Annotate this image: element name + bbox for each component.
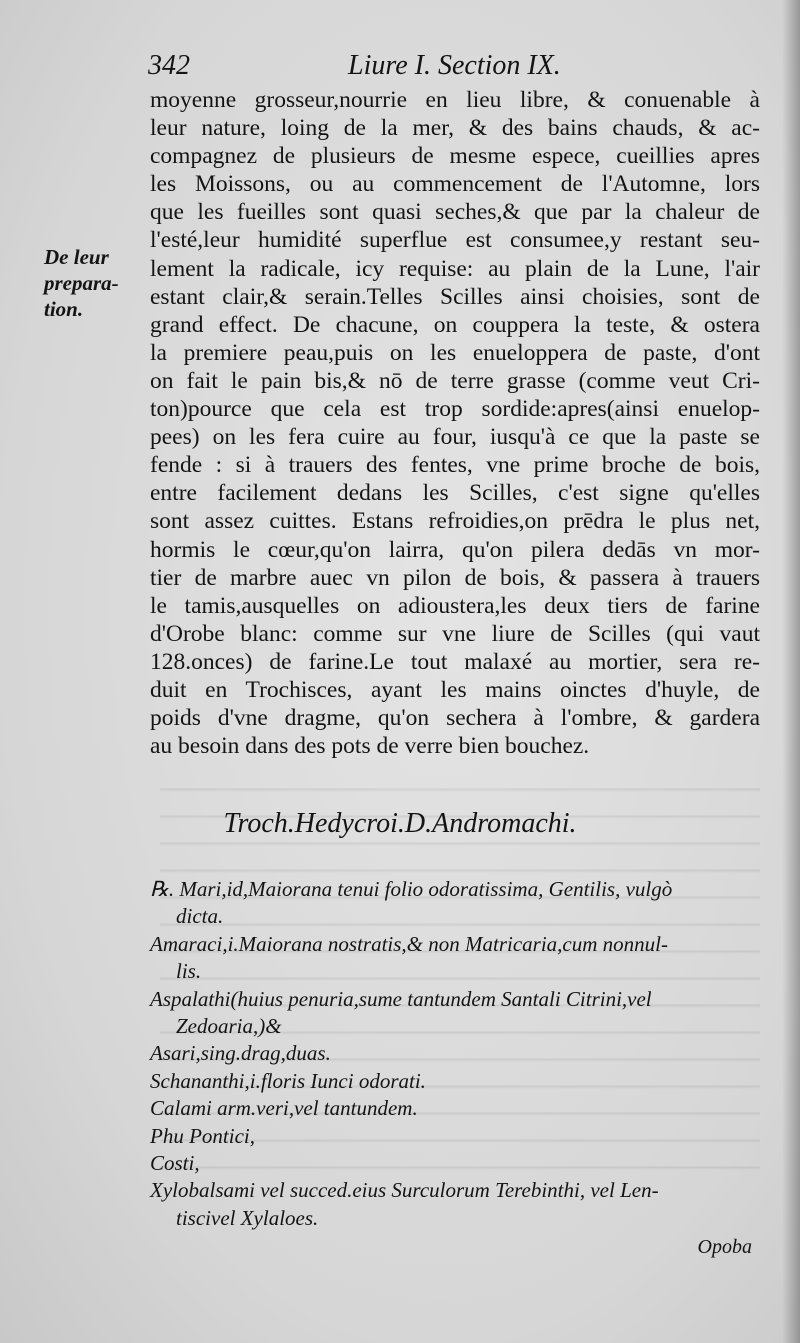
body-paragraph [150, 86, 760, 760]
text-line: leur nature, loing de la mer, & des bains chauds, & ac- [150, 115, 760, 142]
recipe-line: tiscivel Xylaloes. [176, 1205, 319, 1230]
recipe-line: Xylobalsami vel succed.eius Surculorum Terebinthi, vel Len- [150, 1178, 659, 1203]
text-line: lement la radicale, icy requise: au plain de la Lune, l'air [150, 255, 760, 282]
recipe-line: Calami arm.veri,vel tantundem. [150, 1096, 418, 1121]
text-line: estant clair,& serain.Telles Scilles ainsi choisies, sont de [150, 283, 760, 310]
text-line: duit en Trochisces, ayant les mains oinctes d'huyle, de [150, 676, 760, 703]
text-line: entre facilement dedans les Scilles, c'est signe qu'elles [150, 480, 760, 507]
text-line: les Moissons, ou au commencement de l'Automne, lors [150, 171, 760, 198]
text-line: l'esté,leur humidité superflue est consumee,y restant seu- [150, 227, 760, 254]
recipe-line: ℞. Mari,id,Maiorana tenui folio odoratissima, Gentilis, vulgò [150, 877, 673, 901]
page-header [148, 50, 608, 86]
text-line: tier de marbre auec vn pilon de bois, & passera à trauers [150, 564, 760, 591]
recipe-line: lis. [176, 959, 202, 984]
recipe-line: Zedoaria,)& [176, 1013, 282, 1038]
text-line: d'Orobe blanc: comme sur vne liure de Scilles (qui vaut [150, 620, 760, 647]
text-line: on fait le pain bis,& nō de terre grasse (comme veut Cri- [150, 367, 760, 394]
text-line: sont assez cuittes. Estans refroidies,on prēdra le plus net, [150, 508, 760, 535]
text-line: 128.onces) de farine.Le tout malaxé au mortier, sera re- [150, 648, 760, 675]
text-line: grand effect. De chacune, on couppera la teste, & ostera [150, 311, 760, 338]
text-line: la premiere peau,puis on les enueloppera de paste, d'ont [150, 339, 760, 366]
page-number: 342 [148, 50, 190, 81]
text-line: que les fueilles sont quasi seches,& que par la chaleur de [150, 199, 760, 226]
recipe-heading: Troch.Hedycroi.D.Andromachi. [223, 808, 577, 839]
text-line: ton)pource que cela est trop sordide:apres(ainsi enuelop- [150, 396, 760, 423]
margin-note-line: tion. [44, 297, 84, 321]
recipe-list [150, 876, 766, 1232]
recipe-line: Phu Pontici, [150, 1123, 255, 1148]
text-line: compagnez de plusieurs de mesme espece, cueillies apres [150, 143, 760, 170]
catchword: Opoba [697, 1236, 752, 1258]
page-edge-shadow [782, 0, 800, 1343]
text-line: pees) on les fera cuire au four, iusqu'à ce que la paste se [150, 424, 760, 451]
text-line: poids d'vne dragme, qu'on sechera à l'ombre, & gardera [150, 705, 760, 732]
text-line: fende : si à trauers des fentes, vne prime broche de bois, [150, 452, 760, 479]
text-line: au besoin dans des pots de verre bien bouchez. [150, 733, 590, 760]
recipe-line: Schananthi,i.floris Iunci odorati. [150, 1068, 426, 1093]
recipe-line: Amaraci,i.Maiorana nostratis,& non Matricaria,cum nonnul- [150, 931, 668, 956]
margin-note-line: De leur [44, 245, 109, 269]
recipe-line: Costi, [150, 1150, 200, 1175]
running-head: Liure I. Section IX. [348, 50, 561, 81]
margin-note-line: prepara- [44, 271, 119, 295]
text-line: moyenne grosseur,nourrie en lieu libre, & conuenable à [150, 87, 760, 113]
recipe-line: Aspalathi(huius penuria,sume tantundem Santali Citrini,vel [150, 986, 652, 1011]
recipe-line: Asari,sing.drag,duas. [150, 1041, 331, 1066]
margin-note [44, 244, 136, 322]
recipe-line: dicta. [176, 904, 224, 929]
text-line: hormis le cœur,qu'on lairra, qu'on pilera dedās vn mor- [150, 536, 760, 563]
text-line: le tamis,ausquelles on adioustera,les deux tiers de farine [150, 592, 760, 619]
